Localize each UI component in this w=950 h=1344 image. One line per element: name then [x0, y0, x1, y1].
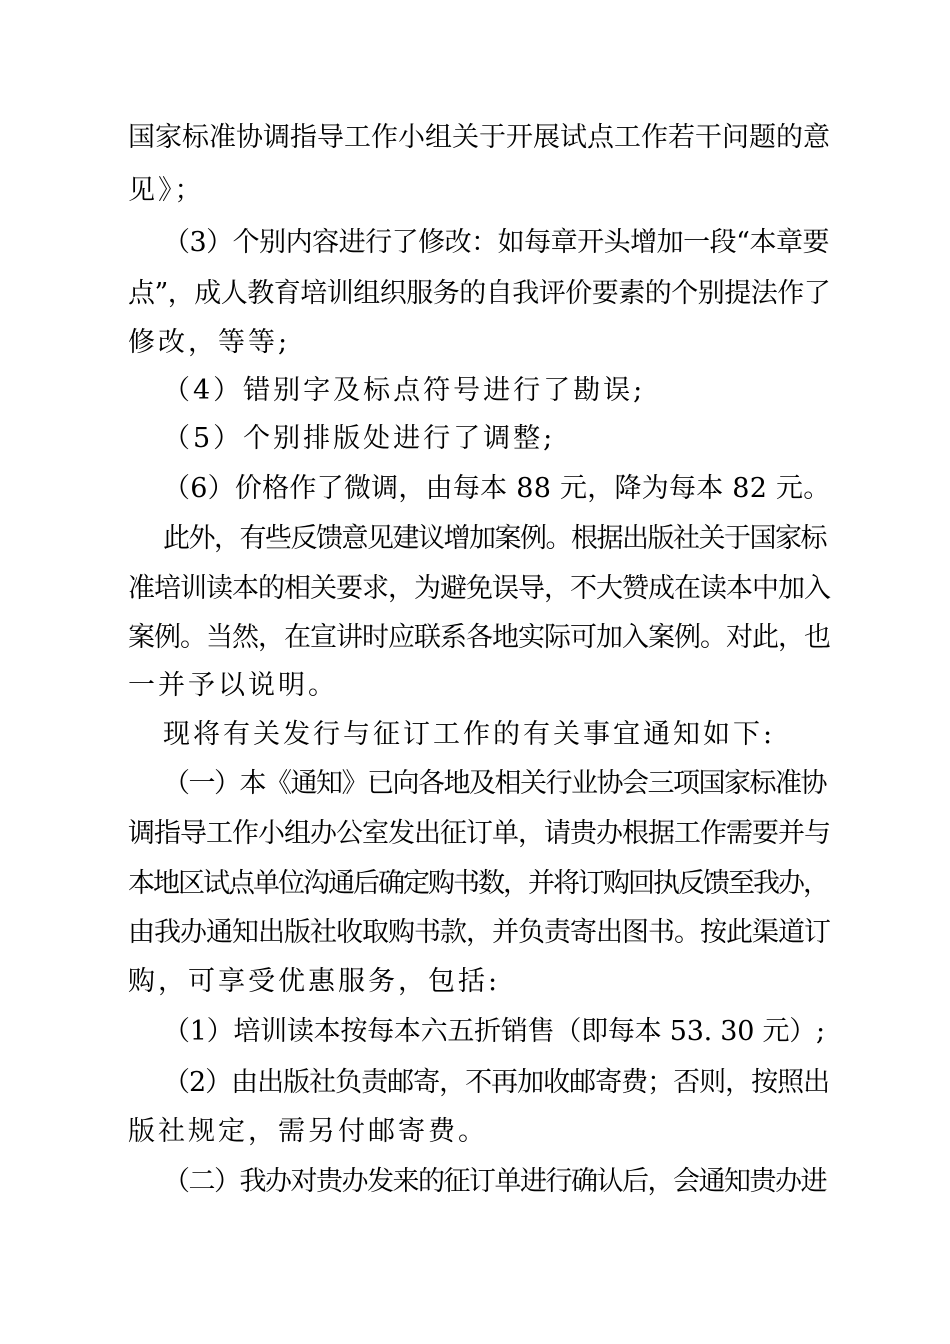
- text-line: （2）由出版社负责邮寄，不再加收邮寄费；否则，按照出: [163, 1067, 830, 1098]
- text-line: （5）个别排版处进行了调整;: [163, 423, 556, 454]
- text-line: 一并予以说明。: [128, 670, 338, 701]
- text-line: 版社规定，需另付邮寄费。: [128, 1116, 488, 1147]
- text-line: （二）我办对贵办发来的征订单进行确认后，会通知贵办进: [163, 1166, 826, 1197]
- text-line: （一）本《通知》已向各地及相关行业协会三项国家标准协: [163, 768, 826, 799]
- text-line: 此外，有些反馈意见建议增加案例。根据出版社关于国家标: [163, 523, 826, 554]
- text-line: 修改，等等;: [128, 327, 291, 358]
- text-line: 调指导工作小组办公室发出征订单，请贵办根据工作需要并与: [128, 818, 830, 849]
- text-line: 准培训读本的相关要求，为避免误导，不大赞成在读本中加入: [128, 573, 830, 604]
- text-line: （1）培训读本按每本六五折销售（即每本 53. 30 元）;: [163, 1016, 825, 1047]
- text-line: 见》；: [128, 175, 205, 206]
- text-line: 国家标准协调指导工作小组关于开展试点工作若干问题的意: [128, 122, 830, 153]
- text-line: （4）错别字及标点符号进行了勘误;: [163, 375, 646, 406]
- text-line: 点”，成人教育培训组织服务的自我评价要素的个别提法作了: [128, 278, 831, 309]
- text-line: （6）价格作了微调，由每本 88 元，降为每本 82 元。: [163, 473, 831, 504]
- text-line: 本地区试点单位沟通后确定购书数，并将订购回执反馈至我办，: [128, 868, 828, 899]
- text-line: 现将有关发行与征订工作的有关事宜通知如下:: [163, 719, 776, 750]
- text-line: 案例。当然，在宣讲时应联系各地实际可加入案例。对此，也: [128, 622, 830, 653]
- text-line: 由我办通知出版社收取购书款，并负责寄出图书。按此渠道订: [128, 917, 830, 948]
- text-line: 购，可享受优惠服务，包括:: [128, 966, 501, 997]
- text-line: （3）个别内容进行了修改：如每章开头增加一段“本章要: [163, 227, 829, 258]
